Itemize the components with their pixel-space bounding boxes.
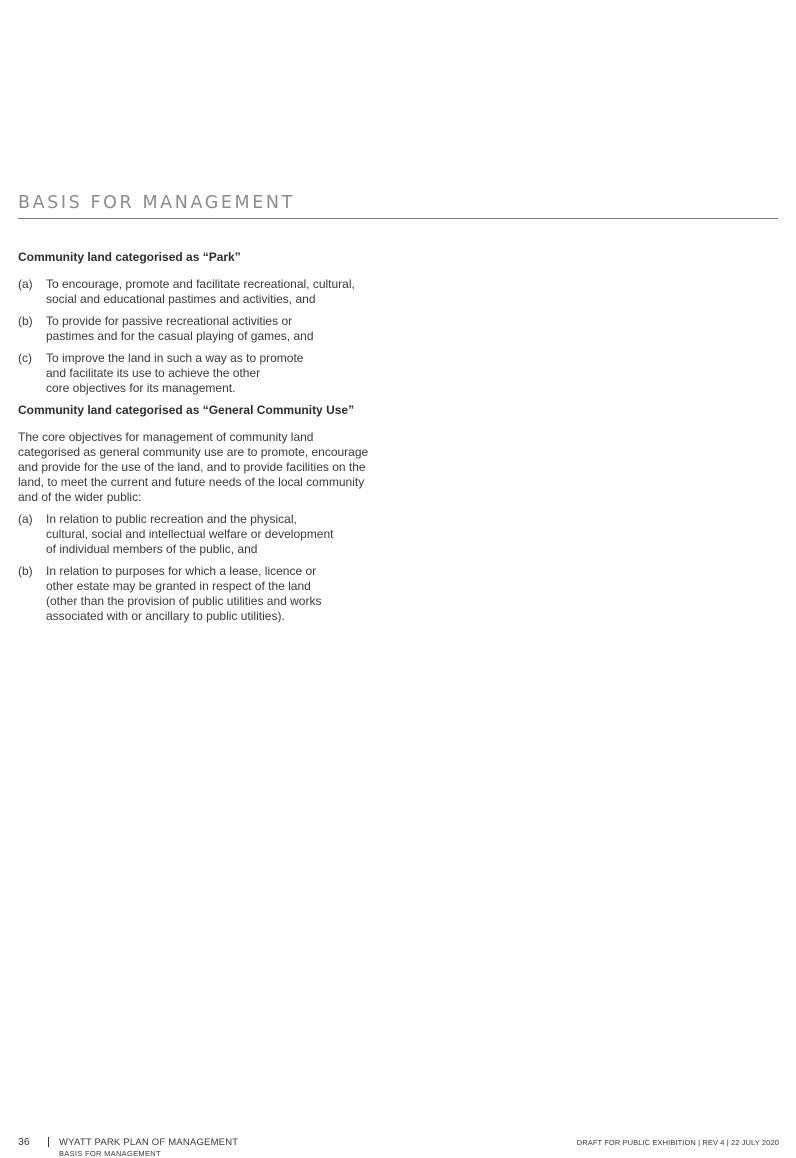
list-item xyxy=(18,351,388,396)
list-item xyxy=(18,564,388,624)
paragraph-line: and of the wider public: xyxy=(18,490,142,504)
section-divider xyxy=(18,218,778,219)
page-footer xyxy=(0,1136,796,1158)
general-objectives-list xyxy=(18,512,388,624)
list-item-line: To provide for passive recreational activities or xyxy=(46,314,293,328)
list-item-line: pastimes and for the casual playing of games, and xyxy=(46,329,314,343)
paragraph-line: land, to meet the current and future needs of the local community xyxy=(18,475,365,489)
list-item-line: To encourage, promote and facilitate recreational, cultural, xyxy=(46,277,355,291)
paragraph-line: The core objectives for management of community land xyxy=(18,430,314,444)
list-item xyxy=(18,512,388,557)
list-item-line: other estate may be granted in respect of the land xyxy=(46,579,311,593)
list-item-line: (other than the provision of public utilities and works xyxy=(46,594,322,608)
list-item-line: social and educational pastimes and activities, and xyxy=(46,292,316,306)
footer-separator xyxy=(48,1137,49,1147)
list-item-line: and facilitate its use to achieve the other xyxy=(46,366,261,380)
list-item-line: In relation to purposes for which a lease, licence or xyxy=(46,564,317,578)
section-title: BASIS FOR MANAGEMENT xyxy=(18,193,295,213)
list-item-line: To improve the land in such a way as to promote xyxy=(46,351,304,365)
list-item xyxy=(18,314,388,344)
park-objectives-list xyxy=(18,277,388,396)
list-item-line: of individual members of the public, and xyxy=(46,542,258,556)
list-item-line: cultural, social and intellectual welfare or development xyxy=(46,527,334,541)
list-item-line: In relation to public recreation and the physical, xyxy=(46,512,297,526)
list-marker: (b) xyxy=(18,314,33,328)
paragraph-line: and provide for the use of the land, and to provide facilities on the xyxy=(18,460,366,474)
list-item xyxy=(18,277,388,307)
list-item-line: associated with or ancillary to public utilities). xyxy=(46,609,285,623)
draft-note: DRAFT FOR PUBLIC EXHIBITION | REV 4 | 22 JULY 2020 xyxy=(576,1138,779,1147)
document-title: WYATT PARK PLAN OF MANAGEMENT xyxy=(59,1137,239,1148)
paragraph-line: categorised as general community use are to promote, encourage xyxy=(18,445,369,459)
document-subtitle: BASIS FOR MANAGEMENT xyxy=(59,1149,161,1158)
list-marker: (a) xyxy=(18,277,33,291)
list-marker: (b) xyxy=(18,564,33,578)
general-community-use-heading: Community land categorised as “General Community Use” xyxy=(18,403,355,417)
list-marker: (a) xyxy=(18,512,33,526)
general-intro-paragraph xyxy=(18,430,388,505)
main-content xyxy=(18,250,388,631)
page-number: 36 xyxy=(18,1136,30,1148)
park-heading: Community land categorised as “Park” xyxy=(18,250,241,264)
list-marker: (c) xyxy=(18,351,32,365)
list-item-line: core objectives for its management. xyxy=(46,381,236,395)
